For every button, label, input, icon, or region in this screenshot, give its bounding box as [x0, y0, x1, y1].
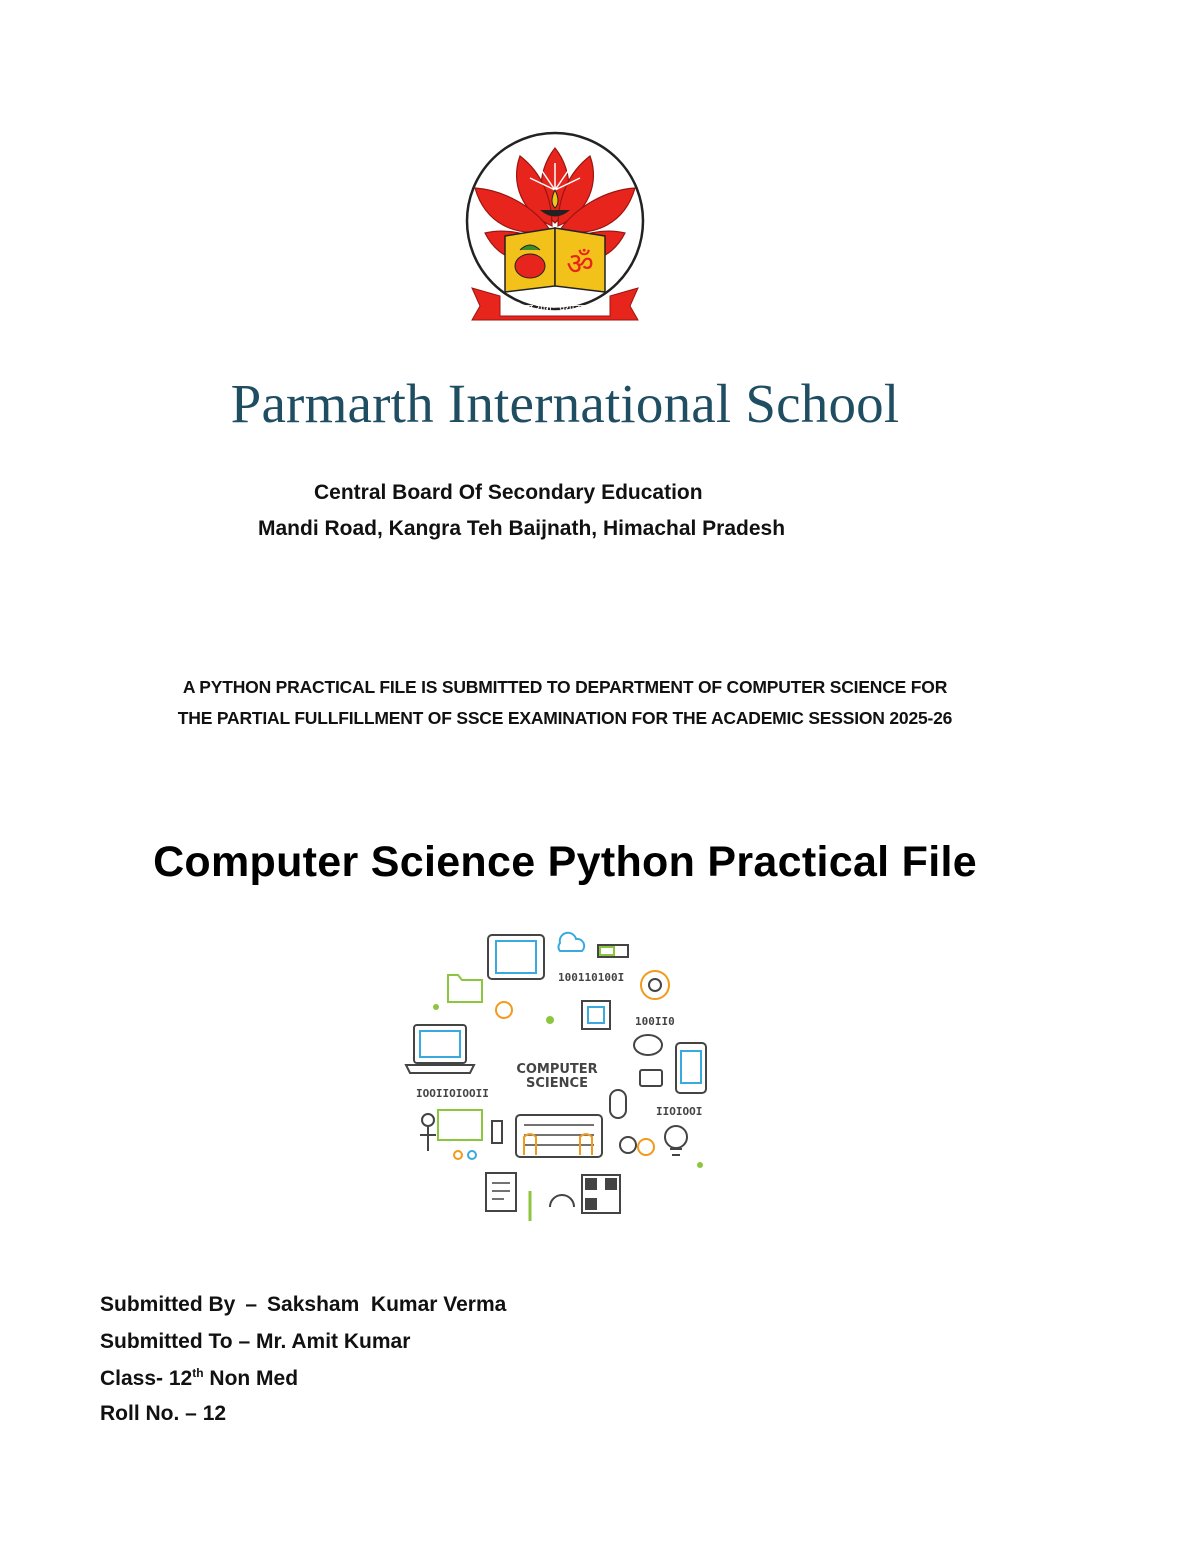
om-symbol: ॐ: [566, 247, 594, 282]
class-line: [100, 1366, 298, 1391]
document-icon: [486, 1173, 516, 1211]
document-title: Computer Science Python Practical File: [153, 838, 977, 886]
bulb-icon: [496, 1002, 512, 1018]
small-gear-icon: [620, 1137, 636, 1153]
bulb-right-icon: [665, 1126, 687, 1148]
mouse-icon: [610, 1090, 626, 1118]
chip-icon: [582, 1001, 610, 1029]
class-suffix: th: [192, 1366, 204, 1380]
school-emblem-logo: [460, 128, 650, 323]
submitted-to-value: Mr. Amit Kumar: [255, 1330, 411, 1353]
people-icon: [454, 1151, 462, 1159]
roll-label: Roll No.: [100, 1402, 180, 1425]
submitted-by-separator: –: [245, 1293, 258, 1316]
binary-text-1: 100110100I: [558, 971, 625, 984]
class-number: 12: [168, 1367, 193, 1390]
submitted-by-label: Submitted By: [100, 1293, 236, 1316]
binary-text-3: IOOIIOIOOII: [416, 1087, 489, 1100]
motto-text: विद्या योग: प्रयोदयात: [514, 302, 596, 315]
submitted-to-line: [100, 1330, 410, 1354]
school-name: Parmarth International School: [230, 373, 900, 434]
gear-icon: [641, 971, 669, 999]
class-label: Class-: [100, 1367, 164, 1390]
computer-science-illustration: [400, 915, 720, 1235]
center-label-science: SCIENCE: [526, 1076, 588, 1091]
roll-separator: –: [185, 1402, 197, 1425]
school-address: Mandi Road, Kangra Teh Baijnath, Himachal Pradesh: [258, 517, 786, 540]
roll-number-line: [100, 1402, 226, 1426]
statement-line-2: THE PARTIAL FULLFILLMENT OF SSCE EXAMINATION FOR THE ACADEMIC SESSION 2025-26: [177, 708, 953, 728]
presentation-icon: [438, 1110, 482, 1140]
class-stream: Non Med: [209, 1367, 299, 1390]
binary-text-2: 100II0: [635, 1015, 675, 1028]
headphones-icon: [550, 1195, 574, 1207]
brain-icon: [634, 1035, 662, 1055]
board-name: Central Board Of Secondary Education: [314, 481, 703, 504]
roll-value: 12: [202, 1402, 227, 1425]
statement-line-1: A PYTHON PRACTICAL FILE IS SUBMITTED TO DEPARTMENT OF COMPUTER SCIENCE FOR: [182, 677, 948, 697]
chat-icon: [640, 1070, 662, 1086]
folder-icon: [448, 975, 482, 1002]
keyboard-icon: [516, 1115, 602, 1157]
battery-icon: [492, 1121, 502, 1143]
cloud-icon: [558, 933, 584, 951]
submitted-by-line: [100, 1293, 506, 1317]
submitted-by-value: Saksham Kumar Verma: [267, 1293, 507, 1316]
binary-text-4: IIOIOOI: [656, 1105, 703, 1118]
submitted-to-separator: –: [238, 1330, 251, 1353]
submitted-to-label: Submitted To: [100, 1330, 233, 1353]
center-label-computer: COMPUTER: [516, 1062, 598, 1077]
